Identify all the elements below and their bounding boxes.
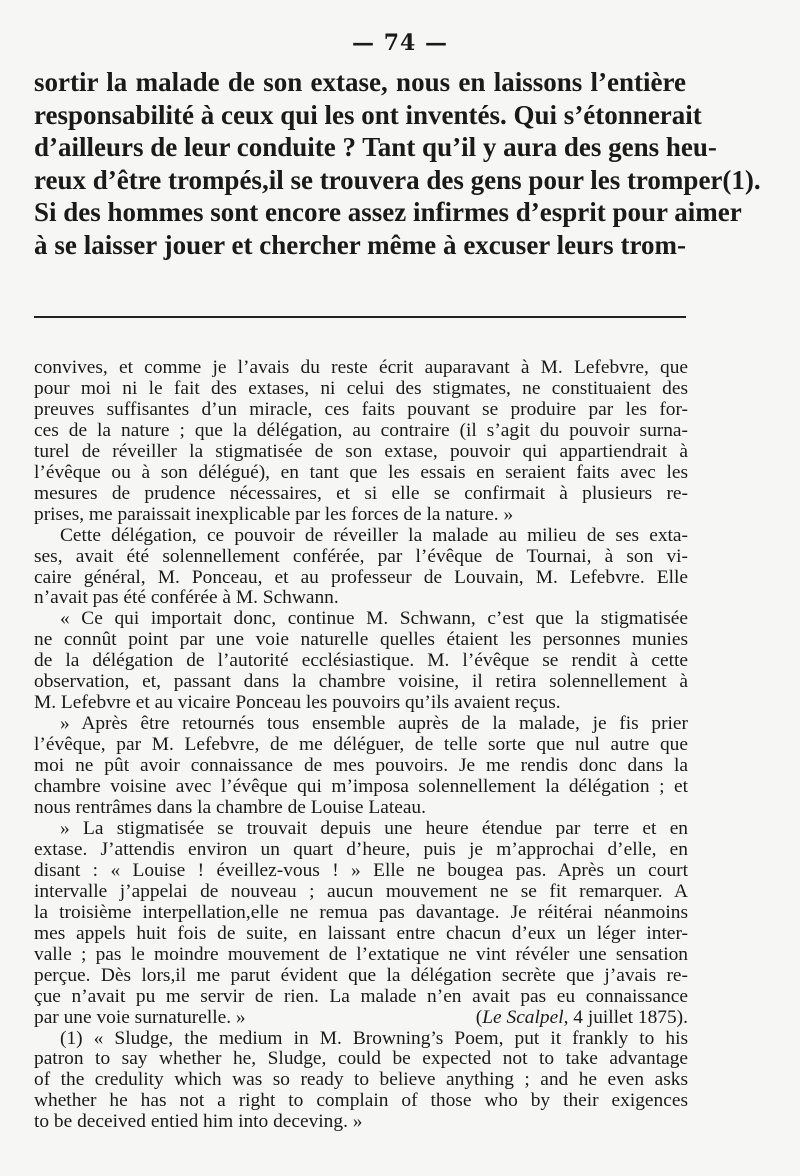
main-line: responsabilité à ceux qui les ont inventés. Qui s’étonnerait: [34, 99, 702, 130]
quoted-passage: [34, 358, 688, 1133]
quote-line: n’avait pas été conférée à M. Schwann.: [34, 587, 339, 609]
quote-line: l’évêque, par M. Lefebvre, de me déléguer, de telle sorte que nul autre que: [34, 734, 688, 756]
quote-line: perçue. Dès lors,il me parut évident que la délégation secrète que j’avais re-: [34, 964, 688, 986]
citation-date: , 4 juillet 1875).: [563, 1006, 688, 1028]
quote-line: pour moi ni le fait des extases, ni celui des stigmates, ne constituaient des: [34, 377, 688, 399]
quote-line: par une voie surnaturelle. »: [34, 1006, 246, 1028]
citation-source: Le Scalpel: [482, 1006, 564, 1028]
quote-line: Cette délégation, ce pouvoir de réveiller la malade au milieu de ses exta-: [60, 524, 688, 546]
footnote-line: to be deceived entied him into deceving. »: [34, 1111, 363, 1133]
quote-line: nous rentrâmes dans la chambre de Louise Lateau.: [34, 797, 426, 819]
quote-line: M. Lefebvre et au vicaire Ponceau les pouvoirs qu’ils avaient reçus.: [34, 692, 561, 714]
quote-line: convives, et comme je l’avais du reste écrit auparavant à M. Lefebvre, que: [34, 357, 688, 378]
quote-line: observation, et, passant dans la chambre voisine, il retira solennellement à: [34, 671, 688, 693]
page-number: — 74 —: [352, 30, 448, 56]
footnote-line: whether he has not a right to complain of those who by their exigences: [34, 1090, 688, 1112]
quote-line: l’évêque ou à son délégué), en tant que les essais en seraient faits avec les: [34, 461, 688, 483]
quote-line-with-citation: [34, 1008, 688, 1029]
main-paragraph: [34, 66, 761, 262]
quote-line: prises, me paraissait inexplicable par les forces de la nature. »: [34, 503, 514, 525]
quote-line: disant : « Louise ! éveillez-vous ! » Elle ne bougea pas. Après un court: [34, 859, 688, 881]
quote-line: la troisième interpellation,elle ne remua pas davantage. Je réitérai néanmoins: [34, 901, 688, 923]
quote-line: ses, avait été solennellement conférée, par l’évêque de Tournai, à son vi-: [34, 545, 688, 567]
footnote-line: patron to say whether he, Sludge, could be expected not to take advantage: [34, 1048, 688, 1070]
quote-line: ne connût point par une voie naturelle quelles étaient les personnes munies: [34, 629, 688, 651]
footnote-line: of the credulity which was so ready to believe anything ; and he even asks: [34, 1069, 688, 1091]
quote-line: mesures de prudence nécessaires, et si elle se confirmait à plusieurs re-: [34, 482, 688, 504]
quote-line: valle ; pas le moindre mouvement de l’extatique ne vint révéler une sensation: [34, 943, 688, 965]
main-line: à se laisser jouer et chercher même à excuser leurs trom-: [34, 229, 686, 260]
quote-line: caire général, M. Ponceau, et au professeur de Louvain, M. Lefebvre. Elle: [34, 566, 688, 588]
quote-line: « Ce qui importait donc, continue M. Schwann, c’est que la stigmatisée: [60, 608, 688, 630]
quote-line: çue n’avait pu me servir de rien. La malade n’en avait pas eu connaissance: [34, 985, 688, 1007]
quote-line: extase. J’attendis environ un quart d’heure, puis je m’approchai d’elle, en: [34, 838, 688, 860]
quote-line: de la délégation de l’autorité ecclésiastique. M. l’évêque se rendit à cette: [34, 650, 688, 672]
quote-line: chambre voisine avec l’évêque qui m’imposa solennellement la délégation ; et: [34, 776, 688, 798]
main-line: sortir la malade de son extase, nous en laissons l’entière: [34, 67, 686, 97]
footnote-line: (1) « Sludge, the medium in M. Browning’s Poem, put it frankly to his: [60, 1027, 688, 1049]
citation: (Le Scalpel, 4 juillet 1875).: [475, 1006, 688, 1028]
main-line: reux d’être trompés,il se trouvera des gens pour les tromper(1).: [34, 164, 761, 195]
quote-line: intervalle j’appelai de nouveau ; aucun mouvement ne se fit remarquer. A: [34, 880, 688, 902]
quote-line: turel de réveiller la stigmatisée de son extase, pouvoir qui appartiendrait à: [34, 440, 688, 462]
quote-line: moi ne pût avoir connaissance de mes pouvoirs. Je me rendis donc dans la: [34, 755, 688, 777]
section-divider: [34, 316, 686, 318]
main-line: d’ailleurs de leur conduite ? Tant qu’il y aura des gens heu-: [34, 132, 717, 163]
quote-line: ces de la nature ; que la délégation, au contraire (il s’agit du pouvoir surna-: [34, 419, 688, 441]
quote-line: mes appels huit fois de suite, en laissant entre chacun d’eux un léger inter-: [34, 922, 688, 944]
main-line: Si des hommes sont encore assez infirmes d’esprit pour aimer: [34, 197, 742, 228]
quote-line: » La stigmatisée se trouvait depuis une heure étendue par terre et en: [60, 817, 688, 839]
quote-line: preuves suffisantes d’un miracle, ces faits pouvant se produire par les for-: [34, 398, 688, 420]
quote-line: » Après être retournés tous ensemble auprès de la malade, je fis prier: [60, 713, 688, 735]
